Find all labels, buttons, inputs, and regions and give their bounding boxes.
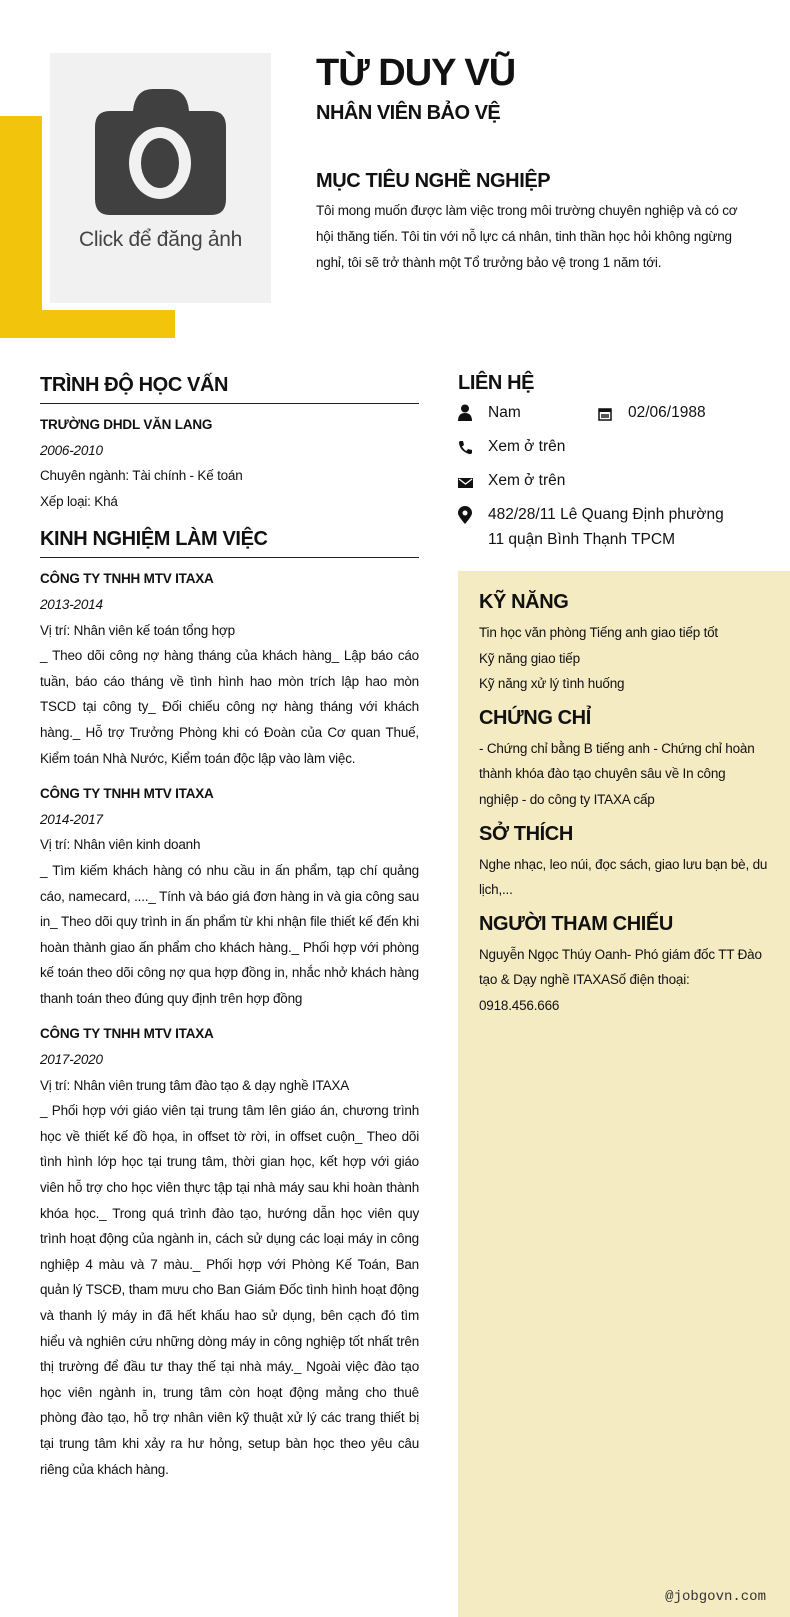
certificates-text: - Chứng chỉ bằng B tiếng anh - Chứng chỉ hoàn thành khóa đào tạo chuyên sâu về In công nghiệp - do công ty ITAXA cấp: [479, 740, 755, 807]
contact-section: [458, 372, 788, 552]
person-icon: [458, 400, 488, 429]
references-title: NGƯỜI THAM CHIẾU: [479, 912, 673, 935]
description: _ Theo dõi công nợ hàng tháng của khách hàng_ Lập báo cáo tuần, báo cáo tháng về tình hình hao mòn trích lập hao mòn TSCD tại công ty_ Đối chiếu công nợ hàng tháng với khách hàng._ Hỗ trợ Trưởng Phòng khi có Đoàn của Cơ quan Thuế, Kiểm toán Nhà Nước, Kiểm toán độc lập vào làm việc.: [40, 648, 419, 766]
references-section: [479, 913, 768, 1019]
contact-row: [458, 434, 788, 463]
certificates-section: [479, 707, 768, 813]
period: 2017-2020: [40, 1052, 103, 1068]
job-title: NHÂN VIÊN BẢO VỆ: [316, 102, 501, 124]
objective-title: MỤC TIÊU NGHỀ NGHIỆP: [316, 170, 551, 192]
experience-entry: [40, 1021, 419, 1482]
grade: Xếp loại: Khá: [40, 493, 118, 509]
mail-icon: [458, 468, 488, 497]
objective-section: [316, 170, 746, 276]
school: TRƯỜNG DHDL VĂN LANG: [40, 417, 213, 432]
skill-item: Kỹ năng xử lý tình huống: [479, 676, 625, 692]
gender: Nam: [488, 404, 521, 421]
full-name: TỪ DUY VŨ: [316, 52, 516, 94]
education-period: 2006-2010: [40, 442, 103, 458]
company: CÔNG TY TNHH MTV ITAXA: [40, 571, 214, 587]
email: Xem ở trên: [488, 472, 566, 489]
education-title: TRÌNH ĐỘ HỌC VẤN: [40, 374, 419, 404]
skill-item: Tin học văn phòng Tiếng anh giao tiếp tốt: [479, 625, 718, 640]
hobbies-text: Nghe nhạc, leo núi, đọc sách, giao lưu bạn bè, du lịch,...: [479, 856, 768, 898]
skills-section: [479, 591, 768, 697]
experience-entry: [40, 566, 419, 771]
right-panel: [458, 571, 790, 1617]
company: CÔNG TY TNHH MTV ITAXA: [40, 786, 214, 802]
photo-label: Click để đăng ảnh: [78, 228, 242, 251]
certificates-title: CHỨNG CHỈ: [479, 706, 591, 729]
contact-row: [458, 400, 788, 429]
contact-row: [458, 468, 788, 497]
left-column: [40, 374, 419, 1492]
skill-item: Kỹ năng giao tiếp: [479, 650, 580, 666]
hobbies-section: [479, 823, 768, 903]
phone-icon: [458, 434, 488, 463]
education-entry: [40, 412, 419, 514]
accent-bar-vertical: [0, 116, 42, 338]
company: CÔNG TY TNHH MTV ITAXA: [40, 1026, 214, 1042]
experience-entry: [40, 781, 419, 1011]
birthday: 02/06/1988: [628, 404, 706, 421]
contact-title: LIÊN HỆ: [458, 372, 535, 394]
camera-icon: [95, 89, 226, 219]
position: Vị trí: Nhân viên kinh doanh: [40, 837, 201, 853]
calendar-icon: [598, 400, 628, 429]
experience-title: KINH NGHIỆM LÀM VIỆC: [40, 528, 419, 558]
description: _ Phối hợp với giáo viên tại trung tâm lên giáo án, chương trình học về thiết kế đồ họa, in offset tờ rời, in offset cuộn_ Theo dõi tình hình lớp học tại trung tâm, thời gian học, kết hợp với giáo viên hỗ trợ cho học viên thực tập tại nhà máy sau khi hoàn thành khóa học._ Trong quá trình đào tạo, hướng dẫn học viên quy trình hoạt động của ngành in, cách sử dụng các loại máy in công nghiệp 4 màu và 7 màu._ Phối hợp với Phòng Kế Toán, Ban quản lý TSCĐ, tham mưu cho Ban Giám Đốc tình hình hoạt động và thanh lý máy in đã hết khấu hao sử dụng, bên cạch đó tìm hiểu và nghiên cứu những dòng máy in công nghiệp tốt nhất trên thị trường để đầu tư thay thế tại nhà máy._ Ngoài việc đào tạo học viên ngành in, trung tâm còn hoạt động mảng cho thuê phòng đào tạo, hỗ trợ nhân viên kỹ thuật xử lý các trang thiết bị tại trung tâm khi xảy ra hư hỏng, setup bàn học theo yêu câu riêng của khách hàng.: [40, 1103, 419, 1477]
period: 2014-2017: [40, 811, 103, 827]
position: Vị trí: Nhân viên kế toán tổng hợp: [40, 622, 235, 638]
description: _ Tìm kiếm khách hàng có nhu cầu in ấn phẩm, tạp chí quảng cáo, namecard, ...._ Tính và báo giá đơn hàng in và gia công sau in_ Theo dõi quy trình in ấn phẩm từ khi nhận file thiết kế đến khi hoàn thành giao ấn phẩm cho khách hàng._ Phối hợp với phòng kế toán theo dõi công nợ qua hợp đồng in, nhắc nhở khách hàng thanh toán theo đúng quy định trên hợp đồng: [40, 862, 419, 1006]
position: Vị trí: Nhân viên trung tâm đào tạo & dạy nghề ITAXA: [40, 1077, 350, 1093]
address: 482/28/11 Lê Quang Định phường 11 quận Bình Thạnh TPCM: [488, 506, 724, 548]
major: Chuyên ngành: Tài chính - Kế toán: [40, 468, 243, 484]
phone: Xem ở trên: [488, 438, 566, 455]
watermark: @jobgovn.com: [665, 1589, 766, 1605]
period: 2013-2014: [40, 596, 103, 612]
objective-text: Tôi mong muốn được làm việc trong môi trường chuyên nghiệp và có cơ hội thăng tiến. Tôi tin với nỗ lực cá nhân, tinh thần học hỏi không ngừng nghỉ, tôi sẽ trở thành một Tổ trưởng bảo vệ trong 1 năm tới.: [316, 203, 738, 270]
accent-bar-horizontal: [0, 310, 175, 338]
location-icon: [458, 502, 488, 532]
references-text: Nguyễn Ngọc Thúy Oanh- Phó giám đốc TT Đào tạo & Dạy nghề ITAXASố điện thoại: 0918.456.666: [479, 946, 762, 1013]
skills-title: KỸ NĂNG: [479, 591, 569, 613]
photo-upload[interactable]: [50, 53, 271, 303]
contact-row: [458, 502, 788, 552]
hobbies-title: SỞ THÍCH: [479, 822, 573, 845]
